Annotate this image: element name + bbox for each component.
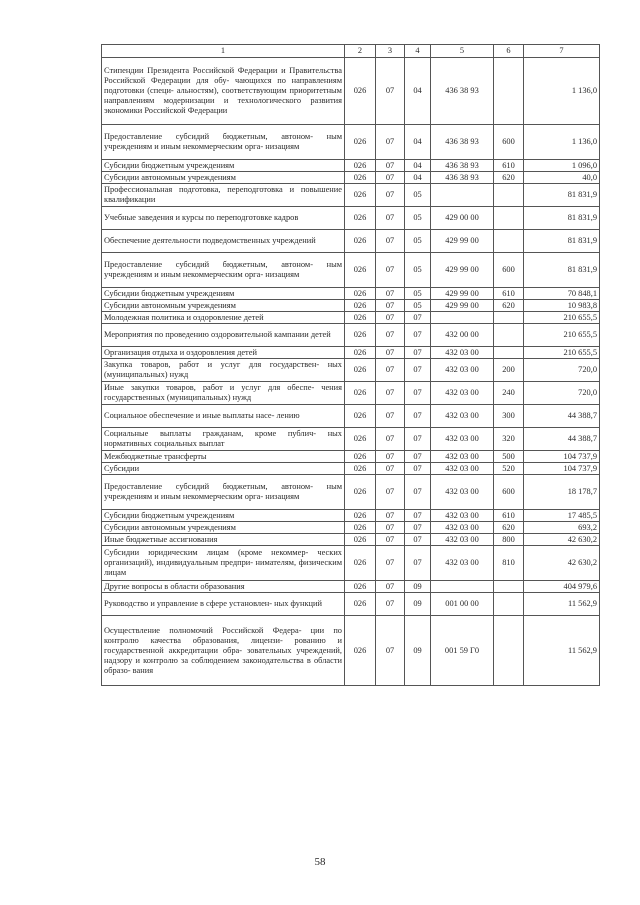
target-item-code-cell: 432 03 00 <box>431 405 494 428</box>
amount-cell: 70 848,1 <box>524 288 600 300</box>
header-cell: 2 <box>345 45 376 58</box>
ministry-code-cell: 026 <box>345 288 376 300</box>
subsection-code-cell: 05 <box>405 184 431 207</box>
amount-cell: 81 831,9 <box>524 253 600 288</box>
amount-cell: 18 178,7 <box>524 475 600 510</box>
amount-cell: 104 737,9 <box>524 451 600 463</box>
ministry-code-cell: 026 <box>345 300 376 312</box>
amount-cell: 44 388,7 <box>524 405 600 428</box>
subsection-code-cell: 05 <box>405 253 431 288</box>
ministry-code-cell: 026 <box>345 207 376 230</box>
header-cell: 6 <box>494 45 524 58</box>
table-row <box>102 534 600 546</box>
subsection-code-cell: 09 <box>405 593 431 616</box>
section-code-cell: 07 <box>376 428 405 451</box>
row-name-cell: Иные закупки товаров, работ и услуг для обеспе- чения государственных (муниципальных) нужд <box>102 382 345 405</box>
expense-type-code-cell: 240 <box>494 382 524 405</box>
amount-cell: 1 136,0 <box>524 58 600 125</box>
target-item-code-cell: 429 99 00 <box>431 253 494 288</box>
table-row <box>102 405 600 428</box>
ministry-code-cell: 026 <box>345 230 376 253</box>
expense-type-code-cell: 320 <box>494 428 524 451</box>
subsection-code-cell: 09 <box>405 616 431 686</box>
subsection-code-cell: 07 <box>405 510 431 522</box>
target-item-code-cell: 429 00 00 <box>431 207 494 230</box>
amount-cell: 1 136,0 <box>524 125 600 160</box>
header-cell: 7 <box>524 45 600 58</box>
target-item-code-cell: 432 03 00 <box>431 546 494 581</box>
expense-type-code-cell: 610 <box>494 510 524 522</box>
row-name-cell: Профессиональная подготовка, переподготовка и повышение квалификации <box>102 184 345 207</box>
expense-type-code-cell: 620 <box>494 172 524 184</box>
table-row <box>102 207 600 230</box>
section-code-cell: 07 <box>376 475 405 510</box>
target-item-code-cell: 436 38 93 <box>431 58 494 125</box>
row-name-cell: Субсидии бюджетным учреждениям <box>102 510 345 522</box>
ministry-code-cell: 026 <box>345 160 376 172</box>
target-item-code-cell: 432 03 00 <box>431 475 494 510</box>
row-name-cell: Субсидии <box>102 463 345 475</box>
row-name-cell: Стипендии Президента Российской Федерации и Правительства Российской Федерации для обу- чающихся по направлениям подготовки (специ- альностям), соответствующим приоритетным направлениям модернизации и технологического развития экономики Российской Федерации <box>102 58 345 125</box>
target-item-code-cell <box>431 312 494 324</box>
subsection-code-cell: 04 <box>405 172 431 184</box>
section-code-cell: 07 <box>376 207 405 230</box>
subsection-code-cell: 05 <box>405 230 431 253</box>
ministry-code-cell: 026 <box>345 58 376 125</box>
ministry-code-cell: 026 <box>345 253 376 288</box>
budget-table <box>101 44 600 686</box>
expense-type-code-cell <box>494 184 524 207</box>
target-item-code-cell: 432 03 00 <box>431 451 494 463</box>
table-row <box>102 300 600 312</box>
table-row <box>102 58 600 125</box>
expense-type-code-cell: 600 <box>494 125 524 160</box>
subsection-code-cell: 05 <box>405 300 431 312</box>
amount-cell: 10 983,8 <box>524 300 600 312</box>
expense-type-code-cell: 600 <box>494 475 524 510</box>
target-item-code-cell: 001 59 Г0 <box>431 616 494 686</box>
table-row <box>102 312 600 324</box>
table-row <box>102 382 600 405</box>
target-item-code-cell <box>431 184 494 207</box>
expense-type-code-cell <box>494 581 524 593</box>
row-name-cell: Обеспечение деятельности подведомственных учреждений <box>102 230 345 253</box>
ministry-code-cell: 026 <box>345 616 376 686</box>
expense-type-code-cell <box>494 230 524 253</box>
amount-cell: 44 388,7 <box>524 428 600 451</box>
expense-type-code-cell <box>494 58 524 125</box>
expense-type-code-cell <box>494 616 524 686</box>
row-name-cell: Осуществление полномочий Российской Федера- ции по контролю качества образования, лицензи- рованию и государственной аккредитации обра- зовательных учреждений, надзору и контролю за соблюдением законодательства в области образо- вания <box>102 616 345 686</box>
expense-type-code-cell: 810 <box>494 546 524 581</box>
ministry-code-cell: 026 <box>345 593 376 616</box>
table-row <box>102 451 600 463</box>
row-name-cell: Иные бюджетные ассигнования <box>102 534 345 546</box>
expense-type-code-cell: 600 <box>494 253 524 288</box>
subsection-code-cell: 09 <box>405 581 431 593</box>
subsection-code-cell: 07 <box>405 463 431 475</box>
amount-cell: 1 096,0 <box>524 160 600 172</box>
target-item-code-cell: 436 38 93 <box>431 172 494 184</box>
section-code-cell: 07 <box>376 510 405 522</box>
section-code-cell: 07 <box>376 616 405 686</box>
expense-type-code-cell: 200 <box>494 359 524 382</box>
table-row <box>102 230 600 253</box>
subsection-code-cell: 07 <box>405 522 431 534</box>
expense-type-code-cell: 610 <box>494 160 524 172</box>
target-item-code-cell: 432 00 00 <box>431 324 494 347</box>
section-code-cell: 07 <box>376 160 405 172</box>
ministry-code-cell: 026 <box>345 312 376 324</box>
amount-cell: 210 655,5 <box>524 324 600 347</box>
expense-type-code-cell: 610 <box>494 288 524 300</box>
header-cell: 5 <box>431 45 494 58</box>
row-name-cell: Молодежная политика и оздоровление детей <box>102 312 345 324</box>
table-row <box>102 324 600 347</box>
row-name-cell: Предоставление субсидий бюджетным, автоном- ным учреждениям и иным некоммерческим орга- низациям <box>102 253 345 288</box>
amount-cell: 693,2 <box>524 522 600 534</box>
ministry-code-cell: 026 <box>345 125 376 160</box>
amount-cell: 104 737,9 <box>524 463 600 475</box>
table-row <box>102 172 600 184</box>
expense-type-code-cell: 620 <box>494 522 524 534</box>
page-number: 58 <box>314 856 326 868</box>
amount-cell: 404 979,6 <box>524 581 600 593</box>
table-row <box>102 616 600 686</box>
subsection-code-cell: 07 <box>405 405 431 428</box>
row-name-cell: Субсидии автономным учреждениям <box>102 522 345 534</box>
section-code-cell: 07 <box>376 324 405 347</box>
target-item-code-cell: 432 03 00 <box>431 463 494 475</box>
table-row <box>102 347 600 359</box>
subsection-code-cell: 07 <box>405 451 431 463</box>
amount-cell: 11 562,9 <box>524 616 600 686</box>
subsection-code-cell: 07 <box>405 359 431 382</box>
table-row <box>102 522 600 534</box>
table-row <box>102 475 600 510</box>
ministry-code-cell: 026 <box>345 522 376 534</box>
row-name-cell: Другие вопросы в области образования <box>102 581 345 593</box>
target-item-code-cell: 436 38 93 <box>431 160 494 172</box>
table-row <box>102 510 600 522</box>
table-row <box>102 546 600 581</box>
section-code-cell: 07 <box>376 593 405 616</box>
row-name-cell: Субсидии бюджетным учреждениям <box>102 288 345 300</box>
row-name-cell: Руководство и управление в сфере установлен- ных функций <box>102 593 345 616</box>
table-body <box>102 58 600 686</box>
section-code-cell: 07 <box>376 522 405 534</box>
subsection-code-cell: 07 <box>405 382 431 405</box>
expense-type-code-cell <box>494 593 524 616</box>
expense-type-code-cell: 500 <box>494 451 524 463</box>
section-code-cell: 07 <box>376 300 405 312</box>
subsection-code-cell: 07 <box>405 324 431 347</box>
target-item-code-cell: 432 03 00 <box>431 359 494 382</box>
ministry-code-cell: 026 <box>345 405 376 428</box>
subsection-code-cell: 07 <box>405 428 431 451</box>
amount-cell: 81 831,9 <box>524 207 600 230</box>
target-item-code-cell: 432 03 00 <box>431 522 494 534</box>
target-item-code-cell: 432 03 00 <box>431 428 494 451</box>
header-cell: 1 <box>102 45 345 58</box>
table-row <box>102 125 600 160</box>
amount-cell: 720,0 <box>524 359 600 382</box>
header-cell: 3 <box>376 45 405 58</box>
expense-type-code-cell <box>494 324 524 347</box>
expense-type-code-cell: 620 <box>494 300 524 312</box>
expense-type-code-cell: 800 <box>494 534 524 546</box>
target-item-code-cell: 436 38 93 <box>431 125 494 160</box>
section-code-cell: 07 <box>376 546 405 581</box>
section-code-cell: 07 <box>376 347 405 359</box>
ministry-code-cell: 026 <box>345 428 376 451</box>
section-code-cell: 07 <box>376 172 405 184</box>
table-header-row <box>102 45 600 58</box>
row-name-cell: Закупка товаров, работ и услуг для государствен- ных (муниципальных) нужд <box>102 359 345 382</box>
amount-cell: 720,0 <box>524 382 600 405</box>
table-row <box>102 359 600 382</box>
target-item-code-cell: 429 99 00 <box>431 288 494 300</box>
row-name-cell: Субсидии юридическим лицам (кроме некоммер- ческих организаций), индивидуальным предпри- нимателям, физическим лицам <box>102 546 345 581</box>
row-name-cell: Субсидии автономным учреждениям <box>102 300 345 312</box>
table-row <box>102 184 600 207</box>
subsection-code-cell: 05 <box>405 207 431 230</box>
section-code-cell: 07 <box>376 184 405 207</box>
ministry-code-cell: 026 <box>345 172 376 184</box>
subsection-code-cell: 07 <box>405 475 431 510</box>
section-code-cell: 07 <box>376 58 405 125</box>
section-code-cell: 07 <box>376 581 405 593</box>
ministry-code-cell: 026 <box>345 184 376 207</box>
row-name-cell: Субсидии автономным учреждениям <box>102 172 345 184</box>
table-row <box>102 253 600 288</box>
ministry-code-cell: 026 <box>345 510 376 522</box>
ministry-code-cell: 026 <box>345 451 376 463</box>
section-code-cell: 07 <box>376 405 405 428</box>
table-row <box>102 463 600 475</box>
subsection-code-cell: 04 <box>405 160 431 172</box>
ministry-code-cell: 026 <box>345 359 376 382</box>
section-code-cell: 07 <box>376 382 405 405</box>
ministry-code-cell: 026 <box>345 581 376 593</box>
expense-type-code-cell: 520 <box>494 463 524 475</box>
subsection-code-cell: 05 <box>405 288 431 300</box>
row-name-cell: Субсидии бюджетным учреждениям <box>102 160 345 172</box>
row-name-cell: Предоставление субсидий бюджетным, автоном- ным учреждениям и иным некоммерческим орга- низациям <box>102 475 345 510</box>
row-name-cell: Социальные выплаты гражданам, кроме публич- ных нормативных социальных выплат <box>102 428 345 451</box>
row-name-cell: Социальное обеспечение и иные выплаты насе- лению <box>102 405 345 428</box>
section-code-cell: 07 <box>376 534 405 546</box>
amount-cell: 42 630,2 <box>524 546 600 581</box>
amount-cell: 17 485,5 <box>524 510 600 522</box>
amount-cell: 210 655,5 <box>524 312 600 324</box>
subsection-code-cell: 07 <box>405 347 431 359</box>
amount-cell: 42 630,2 <box>524 534 600 546</box>
subsection-code-cell: 04 <box>405 58 431 125</box>
ministry-code-cell: 026 <box>345 463 376 475</box>
target-item-code-cell: 429 99 00 <box>431 230 494 253</box>
header-cell: 4 <box>405 45 431 58</box>
target-item-code-cell: 429 99 00 <box>431 300 494 312</box>
target-item-code-cell: 432 03 00 <box>431 534 494 546</box>
target-item-code-cell: 432 03 00 <box>431 510 494 522</box>
row-name-cell: Мероприятия по проведению оздоровительной кампании детей <box>102 324 345 347</box>
row-name-cell: Межбюджетные трансферты <box>102 451 345 463</box>
table-row <box>102 581 600 593</box>
amount-cell: 40,0 <box>524 172 600 184</box>
expense-type-code-cell <box>494 347 524 359</box>
section-code-cell: 07 <box>376 463 405 475</box>
amount-cell: 81 831,9 <box>524 184 600 207</box>
amount-cell: 210 655,5 <box>524 347 600 359</box>
row-name-cell: Предоставление субсидий бюджетным, автоном- ным учреждениям и иным некоммерческим орга- низациям <box>102 125 345 160</box>
target-item-code-cell: 001 00 00 <box>431 593 494 616</box>
expense-type-code-cell: 300 <box>494 405 524 428</box>
section-code-cell: 07 <box>376 125 405 160</box>
section-code-cell: 07 <box>376 451 405 463</box>
section-code-cell: 07 <box>376 230 405 253</box>
ministry-code-cell: 026 <box>345 546 376 581</box>
section-code-cell: 07 <box>376 312 405 324</box>
target-item-code-cell: 432 03 00 <box>431 347 494 359</box>
ministry-code-cell: 026 <box>345 324 376 347</box>
table-row <box>102 428 600 451</box>
ministry-code-cell: 026 <box>345 534 376 546</box>
section-code-cell: 07 <box>376 359 405 382</box>
subsection-code-cell: 07 <box>405 546 431 581</box>
table-row <box>102 593 600 616</box>
table-row <box>102 160 600 172</box>
row-name-cell: Организация отдыха и оздоровления детей <box>102 347 345 359</box>
amount-cell: 81 831,9 <box>524 230 600 253</box>
amount-cell: 11 562,9 <box>524 593 600 616</box>
section-code-cell: 07 <box>376 253 405 288</box>
ministry-code-cell: 026 <box>345 347 376 359</box>
subsection-code-cell: 07 <box>405 534 431 546</box>
table-row <box>102 288 600 300</box>
target-item-code-cell <box>431 581 494 593</box>
ministry-code-cell: 026 <box>345 382 376 405</box>
ministry-code-cell: 026 <box>345 475 376 510</box>
row-name-cell: Учебные заведения и курсы по переподготовке кадров <box>102 207 345 230</box>
section-code-cell: 07 <box>376 288 405 300</box>
target-item-code-cell: 432 03 00 <box>431 382 494 405</box>
subsection-code-cell: 04 <box>405 125 431 160</box>
expense-type-code-cell <box>494 207 524 230</box>
subsection-code-cell: 07 <box>405 312 431 324</box>
expense-type-code-cell <box>494 312 524 324</box>
